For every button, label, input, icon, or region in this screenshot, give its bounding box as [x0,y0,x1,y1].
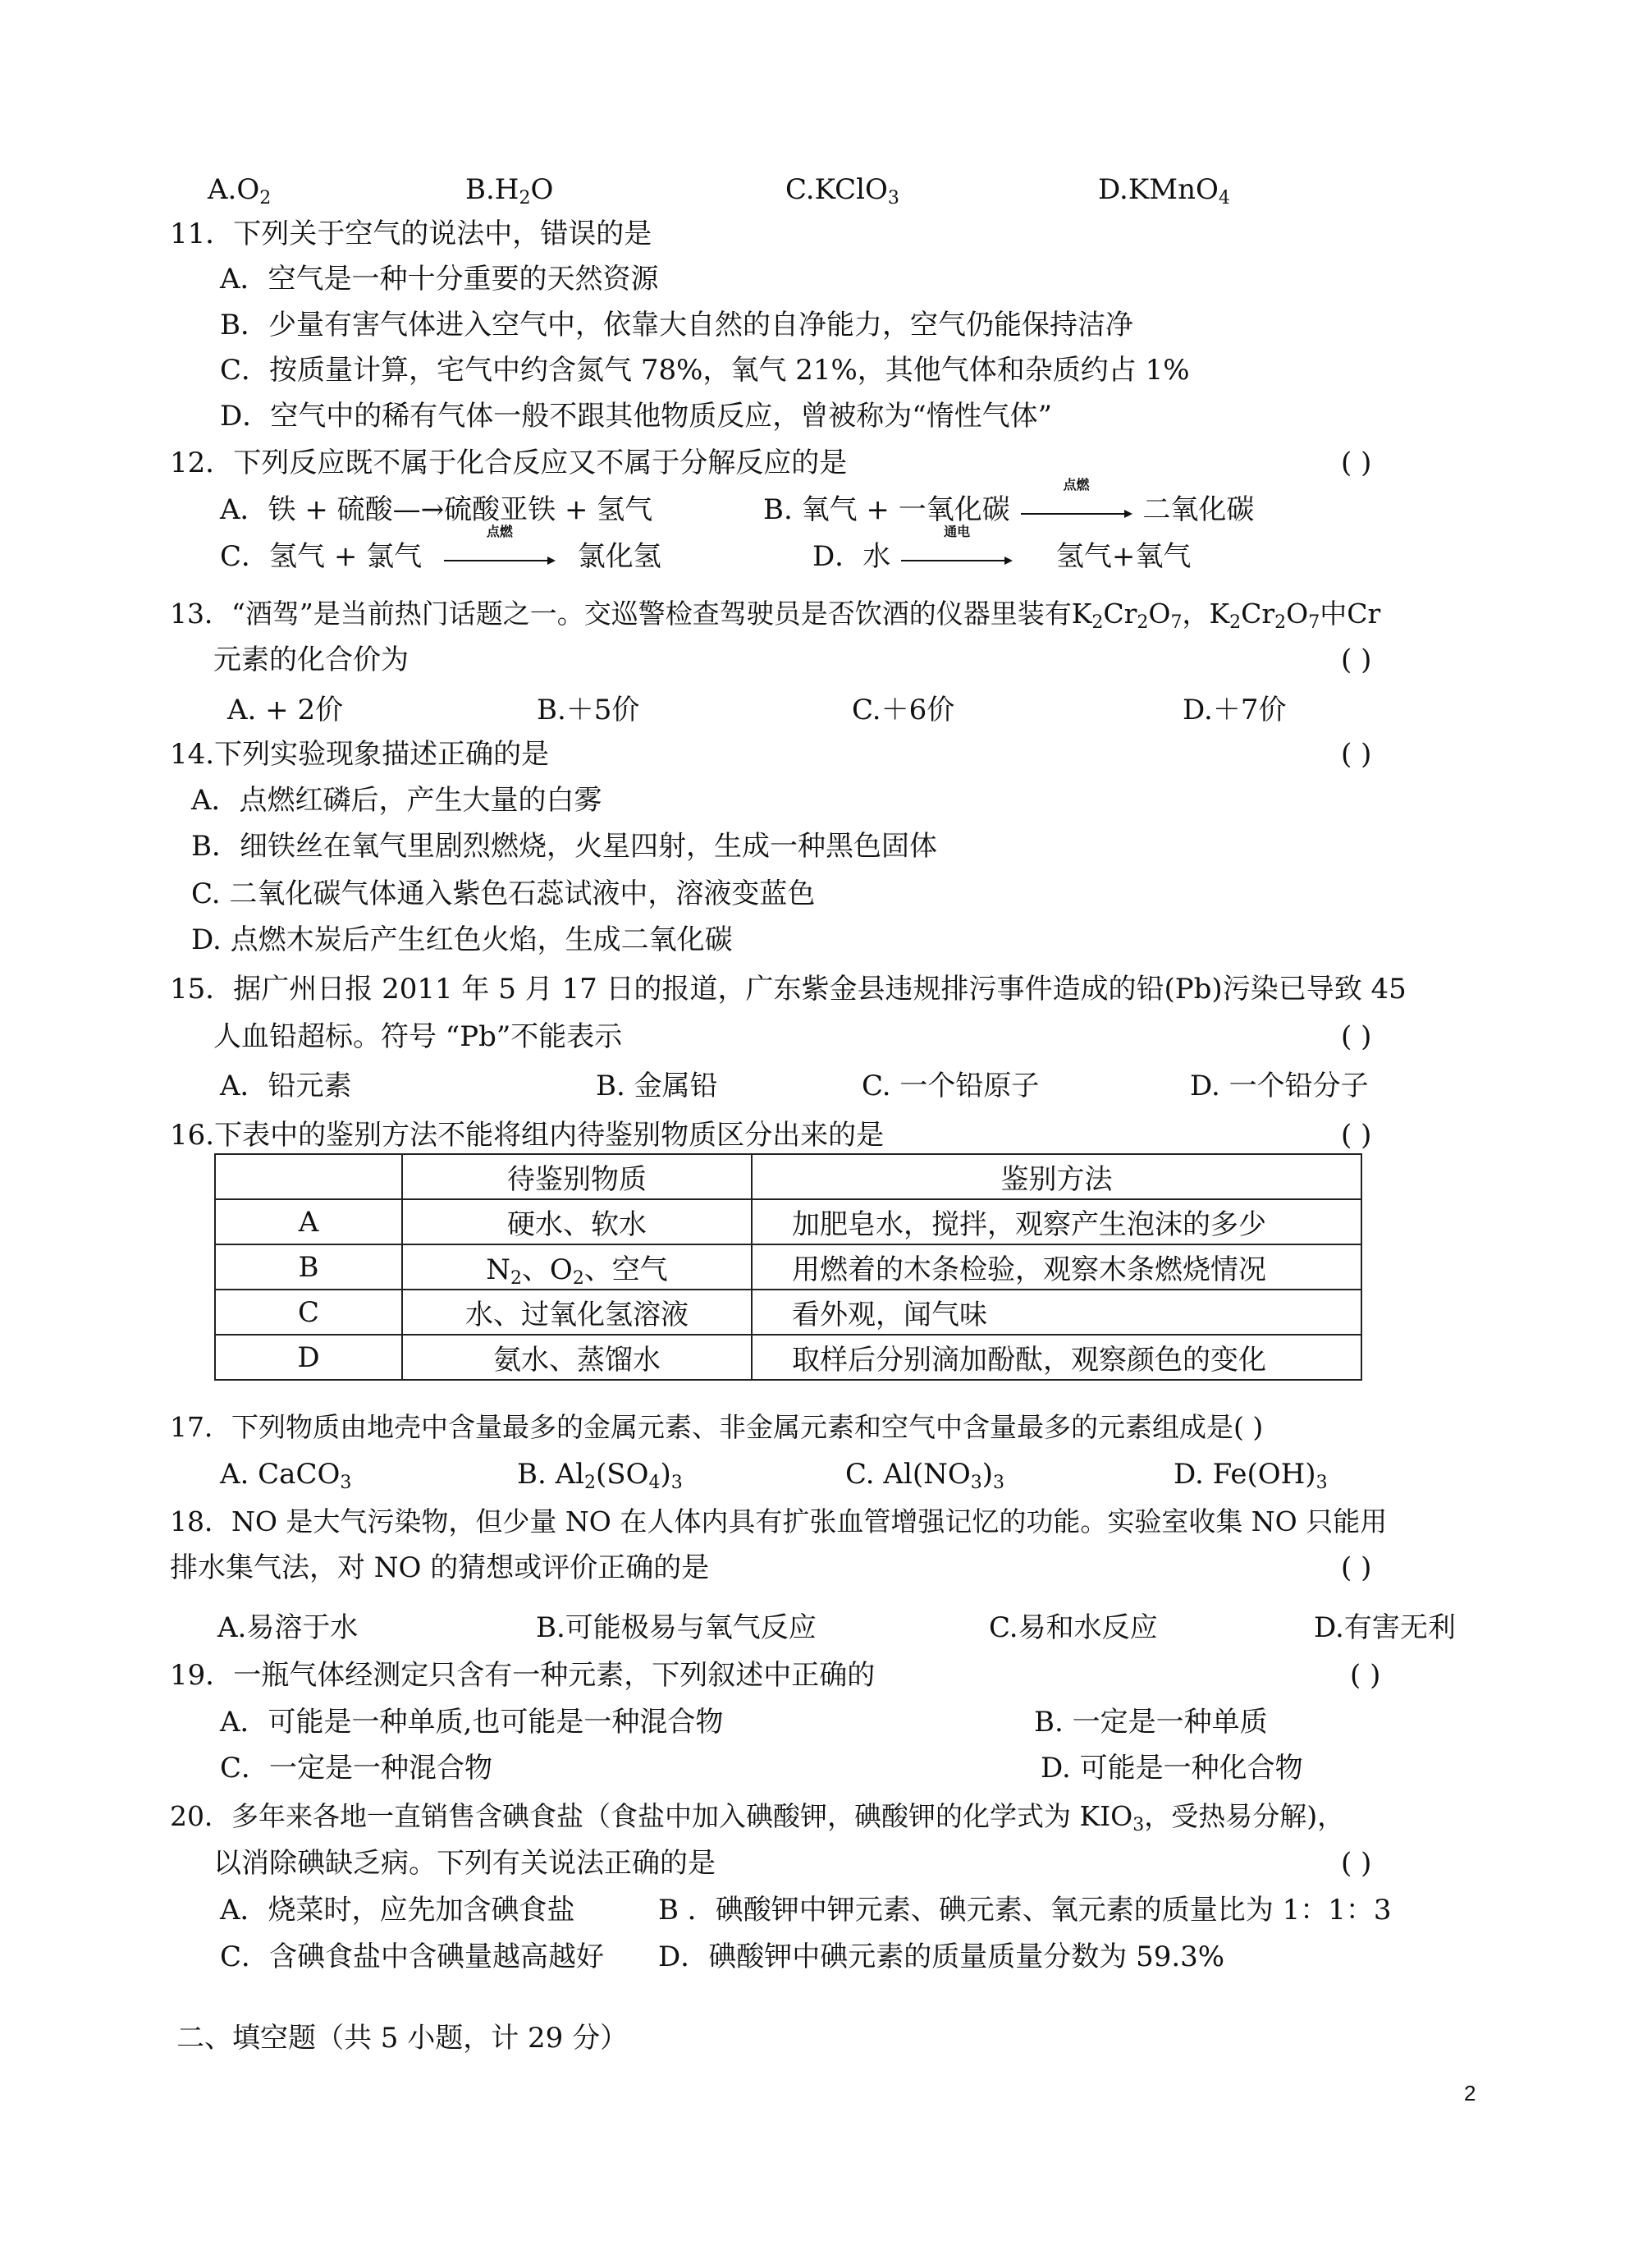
row-key: B [215,1244,402,1290]
q17-option-b: B. $Al_2(SO_4)_3$ [517,1458,683,1493]
table-header-cell: 鉴别方法 [752,1154,1361,1199]
page-number: 2 [1464,2081,1476,2105]
q19-stem: 19．一瓶气体经测定只含有一种元素，下列叙述中正确的 [170,1659,876,1692]
reaction-arrow: 点燃 [442,541,557,575]
q13-option-c: C.＋6价 [852,694,955,726]
q10-option-b: $B.H_2O$ [465,173,554,208]
q14-option-c: C. 二氧化碳气体通入紫色石蕊试液中，溶液变蓝色 [191,877,816,910]
table-header-cell [215,1154,402,1199]
row-key: A [215,1199,402,1244]
q20-option-c: C．含碘食盐中含碘量越高越好 [220,1940,605,1973]
table-header-cell: 待鉴别物质 [402,1154,752,1199]
table-header-row [215,1154,1361,1199]
row-substances: 水、过氧化氢溶液 [402,1290,752,1335]
q16-answer-paren: ( ) [1341,1119,1372,1152]
q12-option-a: A．铁 + 硫酸—→硫酸亚铁 + 氢气 [220,493,653,526]
q14-option-d: D. 点燃木炭后产生红色火焰，生成二氧化碳 [191,923,733,956]
q15-option-d: D. 一个铅分子 [1190,1070,1369,1102]
q13-stem-line2: 元素的化合价为 [213,644,409,676]
q18-stem-line2: 排水集气法，对 NO 的猜想或评价正确的是 [170,1551,710,1584]
q12-answer-paren: ( ) [1341,447,1372,479]
q15-stem: 15．据广州日报 2011 年 5 月 17 日的报道，广东紫金县违规排污事件造成的铅(Pb)污染已导致 45 [170,973,1407,1006]
q12-option-d: D．水 通电 氢气+氧气 [812,539,1191,575]
q18-stem: 18．NO 是大气污染物，但少量 NO 在人体内具有扩张血管增强记忆的功能。实验室收集 NO 只能用 [170,1505,1388,1537]
q18-option-c: C.易和水反应 [989,1611,1158,1644]
q18-answer-paren: ( ) [1341,1551,1372,1584]
q20-stem: 20．多年来各地一直销售含碘食盐（食盐中加入碘酸钾，碘酸钾的化学式为 $KIO_3$，受热易分解)， [170,1800,1345,1835]
row-key: C [215,1290,402,1335]
row-method: 加肥皂水，搅拌，观察产生泡沫的多少 [752,1199,1361,1244]
q13-answer-paren: ( ) [1341,644,1372,676]
q20-option-a: A．烧菜时，应先加含碘食盐 [220,1894,575,1927]
q12-option-c: C．氢气 + 氯气 点燃 氯化氢 [220,539,661,575]
q14-option-b: B．细铁丝在氧气里剧烈燃烧，火星四射，生成一种黑色固体 [191,830,937,863]
q11-stem: 11．下列关于空气的说法中，错误的是 [170,218,652,250]
section-heading: 二、填空题（共 5 小题，计 29 分） [176,2022,629,2055]
q15-answer-paren: ( ) [1341,1020,1372,1053]
row-method: 看外观，闻气味 [752,1290,1361,1335]
q19-option-c: C．一定是一种混合物 [220,1752,493,1785]
row-substances: 硬水、软水 [402,1199,752,1244]
table-row [215,1335,1361,1380]
q17-stem: 17．下列物质由地壳中含量最多的金属元素、非金属元素和空气中含量最多的元素组成是( ) [170,1411,1264,1443]
q14-answer-paren: ( ) [1341,738,1372,771]
q14-stem: 14.下列实验现象描述正确的是 [170,738,550,771]
q13-stem: 13．“酒驾”是当前热门话题之一。交巡警检查驾驶员是否饮酒的仪器里装有$K_2Cr_2O_7$，$K_2Cr_2O_7$中Cr [170,598,1381,633]
q15-option-a: A．铅元素 [220,1070,352,1102]
q19-option-b: B. 一定是一种单质 [1034,1706,1268,1739]
row-substances: $N_2$、$O_2$、空气 [402,1244,752,1290]
table-row [215,1244,1361,1290]
q19-option-d: D. 可能是一种化合物 [1041,1752,1303,1785]
row-method: 用燃着的木条检验，观察木条燃烧情况 [752,1244,1361,1290]
table-row [215,1199,1361,1244]
q12-option-b: B. 氧气 + 一氧化碳 点燃 二氧化碳 [763,493,1254,529]
q20-answer-paren: ( ) [1341,1847,1372,1880]
q15-option-b: B. 金属铅 [596,1070,718,1102]
q13-option-d: D.＋7价 [1183,694,1287,726]
q12-stem: 12．下列反应既不属于化合反应又不属于分解反应的是 [170,447,848,479]
q14-option-a: A．点燃红磷后，产生大量的白雾 [191,784,602,817]
q10-option-c: C.KClO$_3$ [785,173,899,208]
q13-option-a: A. + 2价 [227,694,344,726]
q11-option-d: D．空气中的稀有气体一般不跟其他物质反应，曾被称为“惰性气体” [220,400,1053,433]
reaction-arrow: 通电 [899,541,1014,575]
q11-option-c: C．按质量计算，宅气中约含氮气 78%，氧气 21%，其他气体和杂质约占 1% [220,354,1190,387]
q10-option-d: D.KMnO$_4$ [1098,173,1230,208]
q11-option-b: B．少量有害气体进入空气中，依靠大自然的自净能力，空气仍能保持洁净 [220,309,1133,341]
row-method: 取样后分别滴加酚酞，观察颜色的变化 [752,1335,1361,1380]
q17-option-d: D. $Fe(OH)_3$ [1174,1458,1328,1493]
q18-option-a: A.易溶于水 [217,1611,359,1644]
q19-answer-paren: ( ) [1350,1659,1381,1692]
q19-option-a: A．可能是一种单质,也可能是一种混合物 [220,1706,724,1739]
q17-option-a: A. CaCO$_3$ [220,1458,352,1493]
row-key: D [215,1335,402,1380]
q20-option-d: D．碘酸钾中碘元素的质量质量分数为 59.3% [658,1940,1225,1973]
q13-option-b: B.＋5价 [537,694,640,726]
q20-stem-line2: 以消除碘缺乏病。下列有关说法正确的是 [213,1847,716,1880]
q20-option-b: B ．碘酸钾中钾元素、碘元素、氧元素的质量比为 1：1：3 [658,1894,1392,1927]
row-substances: 氨水、蒸馏水 [402,1335,752,1380]
identification-table [214,1153,1362,1381]
q18-option-b: B.可能极易与氧气反应 [536,1611,817,1644]
q15-option-c: C. 一个铅原子 [862,1070,1040,1102]
table-row [215,1290,1361,1335]
q10-option-a: $A.O_2$ [208,173,272,208]
q15-stem-line2: 人血铅超标。符号 “Pb”不能表示 [213,1020,623,1053]
q18-option-d: D.有害无利 [1314,1611,1456,1644]
q17-option-c: C. $Al(NO_3)_3$ [845,1458,1004,1493]
reaction-arrow: 点燃 [1019,494,1134,529]
q16-stem: 16.下表中的鉴别方法不能将组内待鉴别物质区分出来的是 [170,1119,885,1152]
q11-option-a: A．空气是一种十分重要的天然资源 [220,263,659,296]
